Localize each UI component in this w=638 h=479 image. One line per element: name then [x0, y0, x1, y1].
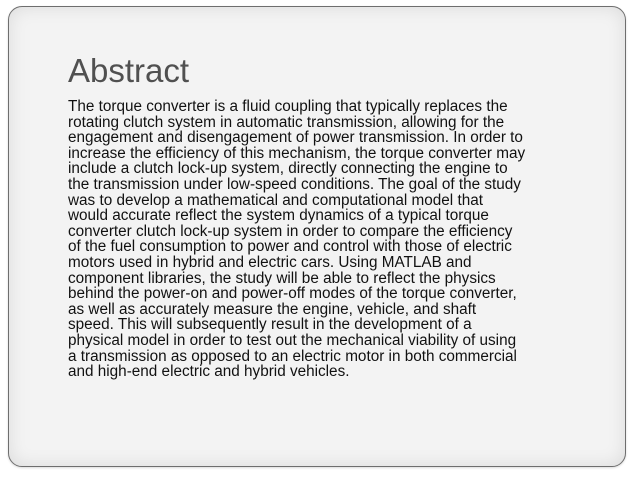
- abstract-line: a transmission as opposed to an electric motor in both commercial: [68, 347, 517, 365]
- abstract-line: The torque converter is a fluid coupling that typically replaces the: [68, 98, 508, 115]
- abstract-line: physical model in order to test out the mechanical viability of using: [68, 331, 517, 349]
- abstract-line: speed. This will subsequently result in the development of a: [68, 316, 472, 334]
- abstract-body: [68, 99, 608, 380]
- abstract-line: was to develop a mathematical and computational model that: [68, 191, 483, 209]
- abstract-line: motors used in hybrid and electric cars. Using MATLAB and: [68, 253, 472, 271]
- abstract-line: of the fuel consumption to power and control with those of electric: [68, 238, 512, 256]
- abstract-line: engagement and disengagement of power transmission. In order to: [68, 129, 523, 147]
- abstract-line: rotating clutch system in automatic transmission, allowing for the: [68, 113, 505, 131]
- abstract-line: behind the power-on and power-off modes of the torque converter,: [68, 285, 517, 303]
- abstract-line: and high-end electric and hybrid vehicles.: [68, 363, 350, 381]
- abstract-line: as well as accurately measure the engine, vehicle, and shaft: [68, 300, 477, 318]
- abstract-line: the transmission under low-speed conditions. The goal of the study: [68, 175, 521, 193]
- slide-title: Abstract: [68, 52, 190, 89]
- abstract-line: include a clutch lock-up system, directly connecting the engine to: [68, 160, 508, 178]
- abstract-line: increase the efficiency of this mechanism, the torque converter may: [68, 144, 526, 162]
- abstract-line: converter clutch lock-up system in order to compare the efficiency: [68, 222, 513, 240]
- abstract-line: component libraries, the study will be able to reflect the physics: [68, 269, 496, 287]
- abstract-line: would accurate reflect the system dynamics of a typical torque: [68, 207, 489, 225]
